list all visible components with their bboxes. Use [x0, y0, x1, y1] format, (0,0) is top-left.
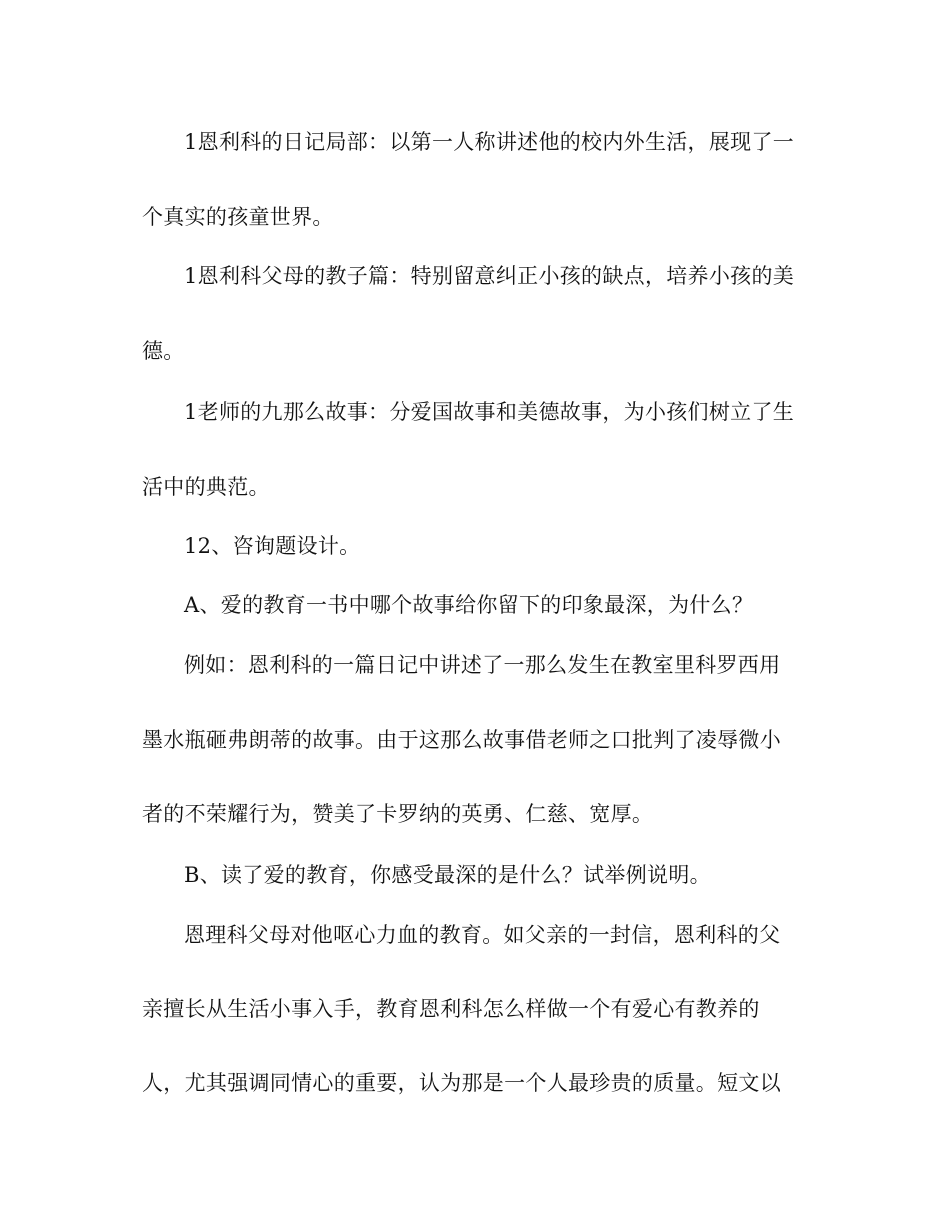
question-b: B、读了爱的教育，你感受最深的是什么？试举例说明。: [184, 863, 711, 887]
paragraph-line: 人，尤其强调同情心的重要，认为那是一个人最珍贵的质量。短文以: [142, 1071, 781, 1095]
paragraph-line: 例如：恩利科的一篇日记中讲述了一那么发生在教室里科罗西用: [184, 653, 781, 677]
paragraph-line: 恩理科父母对他呕心力血的教育。如父亲的一封信，恩利科的父: [184, 923, 781, 947]
paragraph-line: 德。: [142, 339, 185, 363]
paragraph-line: 者的不荣耀行为，赞美了卡罗纳的英勇、仁慈、宽厚。: [142, 802, 654, 826]
paragraph-line: 1恩利科父母的教子篇：特别留意纠正小孩的缺点，培养小孩的美: [184, 264, 795, 288]
paragraph-line: 1恩利科的日记局部：以第一人称讲述他的校内外生活，展现了一: [184, 130, 795, 154]
question-a: A、爱的教育一书中哪个故事给你留下的印象最深，为什么？: [184, 593, 754, 617]
section-heading: 12、咨询题设计。: [184, 534, 361, 558]
paragraph-line: 1老师的九那么故事：分爱国故事和美德故事，为小孩们树立了生: [184, 400, 795, 424]
paragraph-line: 亲擅长从生活小事入手，教育恩利科怎么样做一个有爱心有教养的: [142, 997, 760, 1021]
paragraph-line: 墨水瓶砸弗朗蒂的故事。由于这那么故事借老师之口批判了凌辱微小: [142, 728, 781, 752]
paragraph-line: 活中的典范。: [142, 475, 270, 499]
paragraph-line: 个真实的孩童世界。: [142, 205, 334, 229]
